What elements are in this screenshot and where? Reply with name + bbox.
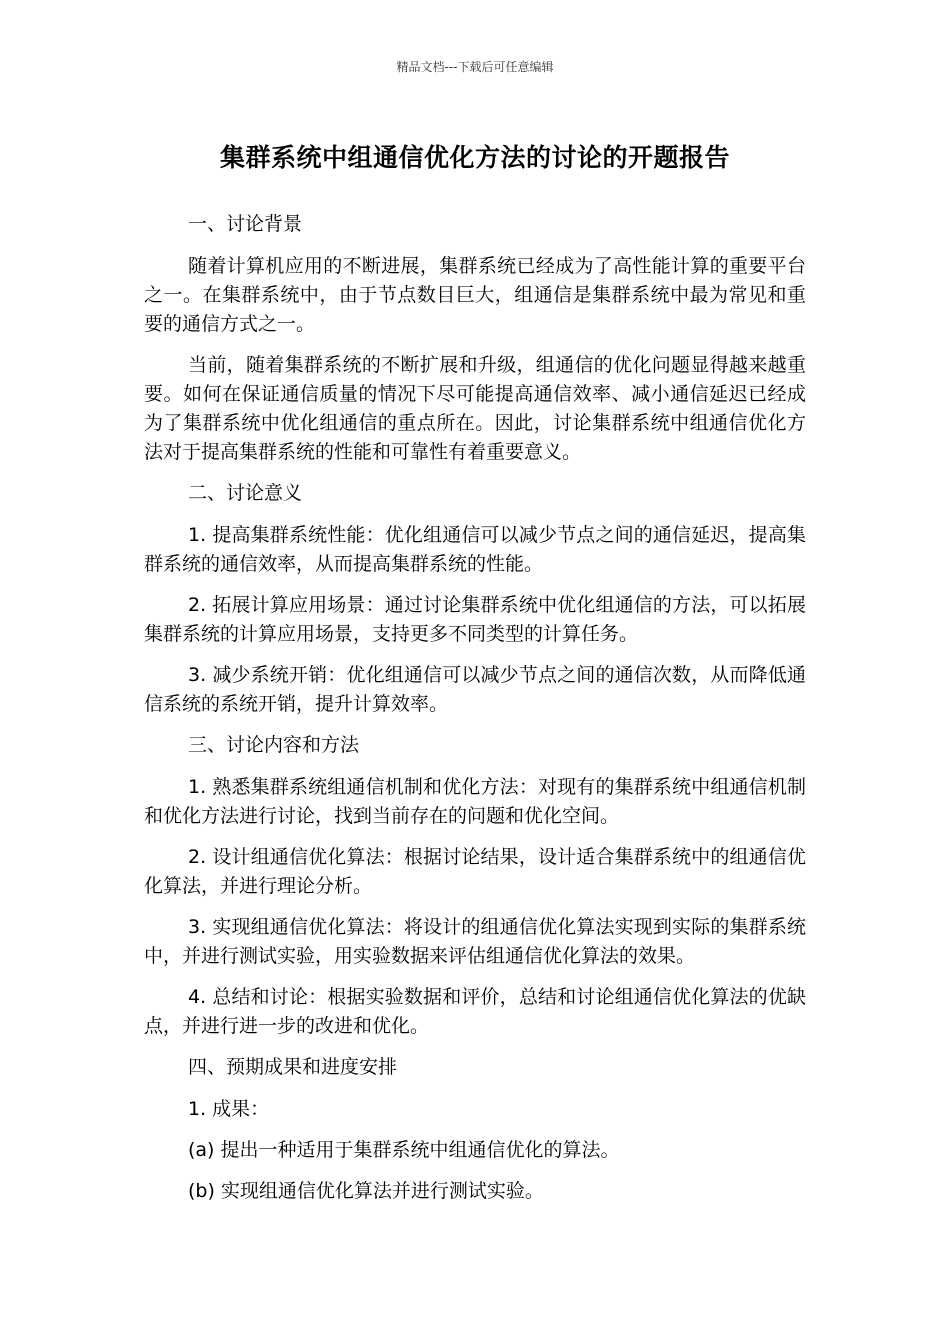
list-item: 2. 设计组通信优化算法：根据讨论结果，设计适合集群系统中的组通信优化算法，并进行理论分析。 (144, 846, 806, 897)
paragraph: 当前，随着集群系统的不断扩展和升级，组通信的优化问题显得越来越重要。如何在保证通信质量的情况下尽可能提高通信效率、减小通信延迟已经成为了集群系统中优化组通信的重点所在。因此，讨论集群系统中组通信优化方法对于提高集群系统的性能和可靠性有着重要意义。 (144, 354, 806, 463)
list-item: 3. 减少系统开销：优化组通信可以减少节点之间的通信次数，从而降低通信系统的系统开销，提升计算效率。 (144, 664, 806, 715)
list-item: 1. 熟悉集群系统组通信机制和优化方法：对现有的集群系统中组通信机制和优化方法进行讨论，找到当前存在的问题和优化空间。 (144, 776, 806, 827)
section-heading-background: 一、讨论背景 (188, 213, 303, 235)
list-item: (b) 实现组通信优化算法并进行测试实验。 (188, 1180, 544, 1202)
list-item: 3. 实现组通信优化算法：将设计的组通信优化算法实现到实际的集群系统中，并进行测试实验，用实验数据来评估组通信优化算法的效果。 (144, 916, 806, 967)
list-item: 2. 拓展计算应用场景：通过讨论集群系统中优化组通信的方法，可以拓展集群系统的计算应用场景，支持更多不同类型的计算任务。 (144, 594, 806, 645)
document-body (144, 210, 806, 1218)
section-heading-outcomes-schedule: 四、预期成果和进度安排 (188, 1056, 398, 1078)
paragraph: 随着计算机应用的不断进展，集群系统已经成为了高性能计算的重要平台之一。在集群系统中，由于节点数目巨大，组通信是集群系统中最为常见和重要的通信方式之一。 (144, 255, 806, 335)
list-item: (a) 提出一种适用于集群系统中组通信优化的算法。 (188, 1139, 620, 1161)
document-title: 集群系统中组通信优化方法的讨论的开题报告 (219, 143, 730, 172)
section-heading-significance: 二、讨论意义 (188, 482, 303, 504)
section-heading-content-methods: 三、讨论内容和方法 (188, 734, 360, 756)
list-item: 1. 提高集群系统性能：优化组通信可以减少节点之间的通信延迟，提高集群系统的通信效率，从而提高集群系统的性能。 (144, 524, 806, 575)
list-item: 1. 成果： (188, 1098, 270, 1120)
page-header-note: 精品文档---下载后可任意编辑 (396, 60, 554, 74)
list-item: 4. 总结和讨论：根据实验数据和评价，总结和讨论组通信优化算法的优缺点，并进行进一步的改进和优化。 (144, 986, 806, 1037)
